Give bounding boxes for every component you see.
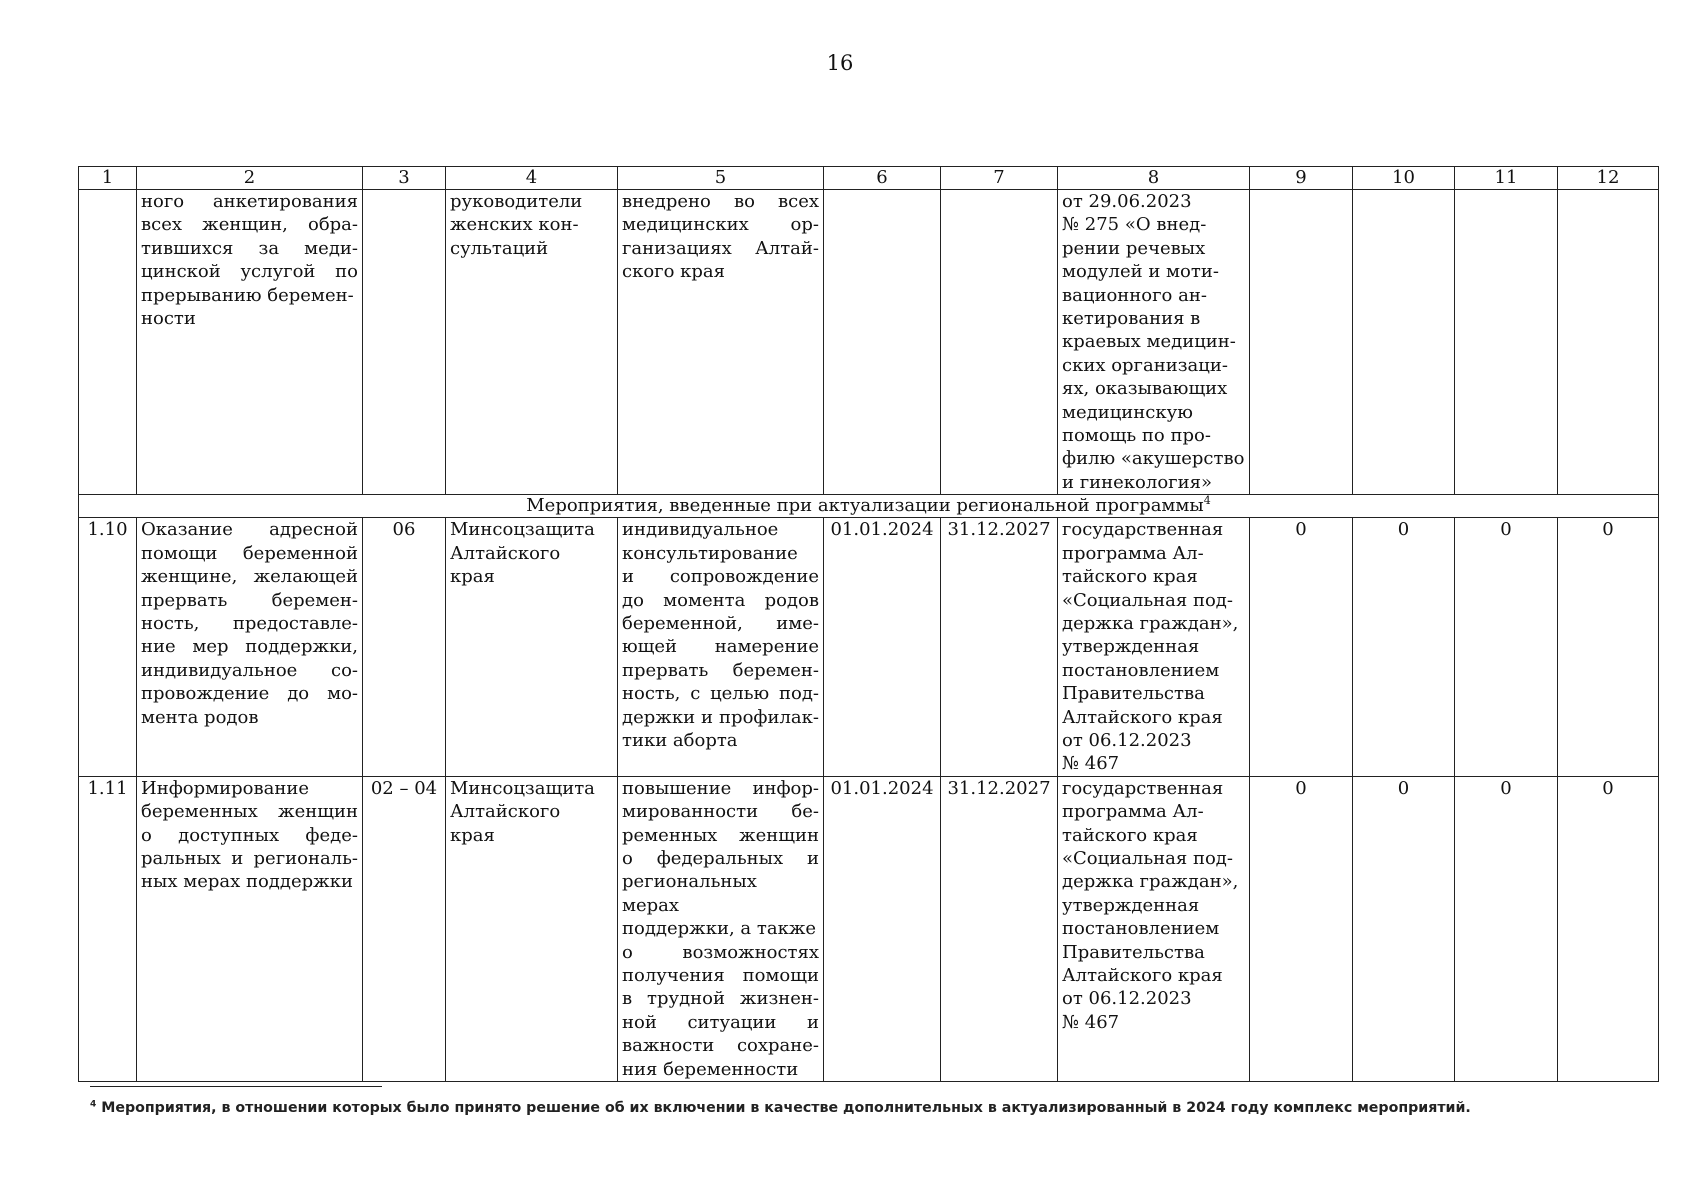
cell-responsible — [446, 190, 618, 495]
cell-value-11: 0 — [1455, 776, 1558, 1081]
column-header-3: 3 — [363, 167, 446, 190]
text-line: в трудной жизнен- — [622, 988, 819, 1010]
footnote — [90, 1100, 1471, 1116]
column-header-7: 7 — [941, 167, 1058, 190]
column-header-4: 4 — [446, 167, 618, 190]
text-line: от 06.12.2023 — [1062, 988, 1192, 1010]
text-line: о федеральных и — [622, 847, 819, 869]
text-line: получения помощи — [622, 965, 819, 986]
section-title: Мероприятия, введенные при актуализации региональной программы — [526, 495, 1204, 517]
cell-number: 1.11 — [79, 776, 137, 1081]
text-line: № 467 — [1062, 753, 1120, 775]
text-line: вационного ан- — [1062, 284, 1207, 306]
column-header-5: 5 — [618, 167, 824, 190]
text-line: региональных мерах — [622, 871, 757, 916]
cell-result — [618, 776, 824, 1081]
text-line: государственная — [1062, 519, 1224, 541]
text-line: постановлением — [1062, 659, 1220, 681]
text-line: важности сохране- — [622, 1035, 819, 1057]
text-line: от 06.12.2023 — [1062, 729, 1192, 751]
text-line: Правительства — [1062, 683, 1205, 705]
text-line: ющей намерение — [622, 636, 819, 658]
text-line: филю «акушерство — [1062, 448, 1245, 470]
text-line: до момента родов — [622, 589, 819, 611]
cell-responsible — [446, 518, 618, 776]
header-row — [79, 167, 1659, 190]
text-line: ременных женщин — [622, 824, 819, 846]
cell-measure-name — [137, 190, 363, 495]
text-line: прерыванию беремен- — [141, 284, 354, 306]
text-line: мента родов — [141, 706, 259, 728]
column-header-12: 12 — [1558, 167, 1659, 190]
text-line: тики аборта — [622, 729, 738, 751]
text-line: индивидуальное со- — [141, 659, 358, 681]
text-line: ных мерах поддержки — [141, 871, 353, 893]
text-line: Алтайского — [450, 801, 561, 823]
measures-table — [78, 166, 1659, 1082]
cell-value-10 — [1353, 190, 1455, 495]
text-line: краевых медицин- — [1062, 331, 1236, 353]
text-line: о доступных феде- — [141, 824, 358, 846]
text-line: программа Ал- — [1062, 801, 1204, 823]
text-line: модулей и моти- — [1062, 261, 1219, 283]
text-line: держка граждан», — [1062, 612, 1239, 634]
text-line: и сопровождение — [622, 566, 819, 588]
text-line: Оказание адресной — [141, 519, 358, 541]
cell-start-date — [824, 190, 941, 495]
text-line: поддержки, а также — [622, 918, 817, 940]
footnote-divider — [90, 1086, 382, 1087]
text-line: Минсоцзащита — [450, 519, 595, 541]
cell-value-12: 0 — [1558, 776, 1659, 1081]
text-line: повышение инфор- — [622, 777, 819, 799]
text-line: края — [450, 566, 495, 588]
section-header-row — [79, 495, 1659, 518]
cell-value-10: 0 — [1353, 776, 1455, 1081]
text-line: «Социальная под- — [1062, 589, 1233, 611]
cell-result — [618, 190, 824, 495]
text-line: внедрено во всех — [622, 191, 819, 212]
text-line: Минсоцзащита — [450, 777, 595, 799]
text-line: помощь по про- — [1062, 425, 1211, 447]
text-line: Правительства — [1062, 941, 1205, 963]
cell-legal-basis — [1058, 776, 1250, 1081]
text-line: провождение до мо- — [141, 683, 358, 705]
cell-start-date: 01.01.2024 — [824, 518, 941, 776]
cell-value-12 — [1558, 190, 1659, 495]
text-line: ности — [141, 308, 196, 330]
text-line: рении речевых — [1062, 237, 1206, 259]
text-line: ях, оказывающих — [1062, 378, 1228, 400]
text-line: индивидуальное — [622, 519, 779, 541]
text-line: Информирование — [141, 777, 310, 799]
cell-value-11: 0 — [1455, 518, 1558, 776]
column-header-11: 11 — [1455, 167, 1558, 190]
text-line: ского края — [622, 261, 726, 283]
table-row — [79, 518, 1659, 776]
cell-task — [363, 190, 446, 495]
text-line: Алтайского — [450, 542, 561, 564]
text-line: ских организаци- — [1062, 354, 1228, 376]
text-line: ность, предоставле- — [141, 612, 358, 634]
cell-measure-name — [137, 776, 363, 1081]
column-header-10: 10 — [1353, 167, 1455, 190]
cell-value-11 — [1455, 190, 1558, 495]
text-line: края — [450, 824, 495, 846]
text-line: прервать беремен- — [141, 589, 358, 611]
text-line: женских кон- — [450, 214, 579, 236]
text-line: ния беременности — [622, 1058, 799, 1080]
text-line: ние мер поддержки, — [141, 636, 358, 658]
text-line: прервать беремен- — [622, 659, 819, 681]
text-line: цинской услугой по — [141, 261, 358, 283]
text-line: Алтайского края — [1062, 965, 1223, 986]
text-line: ность, с целью под- — [622, 683, 819, 705]
cell-legal-basis — [1058, 190, 1250, 495]
text-line: беременных женщин — [141, 801, 358, 823]
cell-measure-name — [137, 518, 363, 776]
text-line: беременной, име- — [622, 612, 819, 634]
text-line: Алтайского края — [1062, 706, 1223, 728]
page-number: 16 — [826, 51, 854, 75]
text-line: помощи беременной — [141, 542, 358, 564]
text-line: консультирование — [622, 542, 798, 564]
text-line: программа Ал- — [1062, 542, 1204, 564]
table-row — [79, 190, 1659, 495]
text-line: ральных и региональ- — [141, 847, 358, 869]
text-line: и гинекология» — [1062, 471, 1212, 493]
footnote-number: 4 — [90, 1099, 97, 1110]
text-line: от 29.06.2023 — [1062, 191, 1192, 212]
cell-end-date: 31.12.2027 — [941, 776, 1058, 1081]
text-line: государственная — [1062, 777, 1224, 799]
cell-number: 1.10 — [79, 518, 137, 776]
text-line: кетирования в — [1062, 308, 1201, 330]
cell-value-9: 0 — [1250, 518, 1353, 776]
text-line: женщине, желающей — [141, 566, 358, 588]
text-line: руководители — [450, 191, 583, 212]
text-line: о возможностях — [622, 941, 819, 963]
cell-responsible — [446, 776, 618, 1081]
cell-start-date: 01.01.2024 — [824, 776, 941, 1081]
cell-end-date: 31.12.2027 — [941, 518, 1058, 776]
text-line: № 275 «О внед- — [1062, 214, 1207, 236]
cell-task: 06 — [363, 518, 446, 776]
text-line: «Социальная под- — [1062, 847, 1233, 869]
text-line: мированности бе- — [622, 801, 819, 823]
text-line: ного анкетирования — [141, 191, 358, 212]
text-line: постановлением — [1062, 918, 1220, 940]
column-header-2: 2 — [137, 167, 363, 190]
column-header-1: 1 — [79, 167, 137, 190]
text-line: всех женщин, обра- — [141, 214, 358, 236]
text-line: утвержденная — [1062, 894, 1200, 916]
cell-value-12: 0 — [1558, 518, 1659, 776]
cell-value-9 — [1250, 190, 1353, 495]
text-line: тившихся за меди- — [141, 237, 358, 259]
text-line: тайского края — [1062, 566, 1198, 588]
text-line: ной ситуации и — [622, 1011, 819, 1033]
footnote-text: Мероприятия, в отношении которых было принято решение об их включении в качестве дополнительных в актуализированный в 2024 году комплекс мероприятий. — [101, 1100, 1471, 1116]
text-line: медицинскую — [1062, 401, 1193, 423]
table-row — [79, 776, 1659, 1081]
text-line: № 467 — [1062, 1011, 1120, 1033]
footnote-mark: 4 — [1203, 494, 1211, 508]
text-line: ганизациях Алтай- — [622, 237, 819, 259]
cell-value-10: 0 — [1353, 518, 1455, 776]
cell-legal-basis — [1058, 518, 1250, 776]
text-line: держки и профилак- — [622, 706, 819, 728]
text-line: сультаций — [450, 237, 549, 259]
cell-end-date — [941, 190, 1058, 495]
text-line: медицинских ор- — [622, 214, 819, 236]
text-line: утвержденная — [1062, 636, 1200, 658]
column-header-6: 6 — [824, 167, 941, 190]
cell-result — [618, 518, 824, 776]
cell-task: 02 – 04 — [363, 776, 446, 1081]
section-title-cell — [79, 495, 1659, 518]
column-header-9: 9 — [1250, 167, 1353, 190]
text-line: держка граждан», — [1062, 871, 1239, 893]
text-line: тайского края — [1062, 824, 1198, 846]
cell-number — [79, 190, 137, 495]
cell-value-9: 0 — [1250, 776, 1353, 1081]
column-header-8: 8 — [1058, 167, 1250, 190]
